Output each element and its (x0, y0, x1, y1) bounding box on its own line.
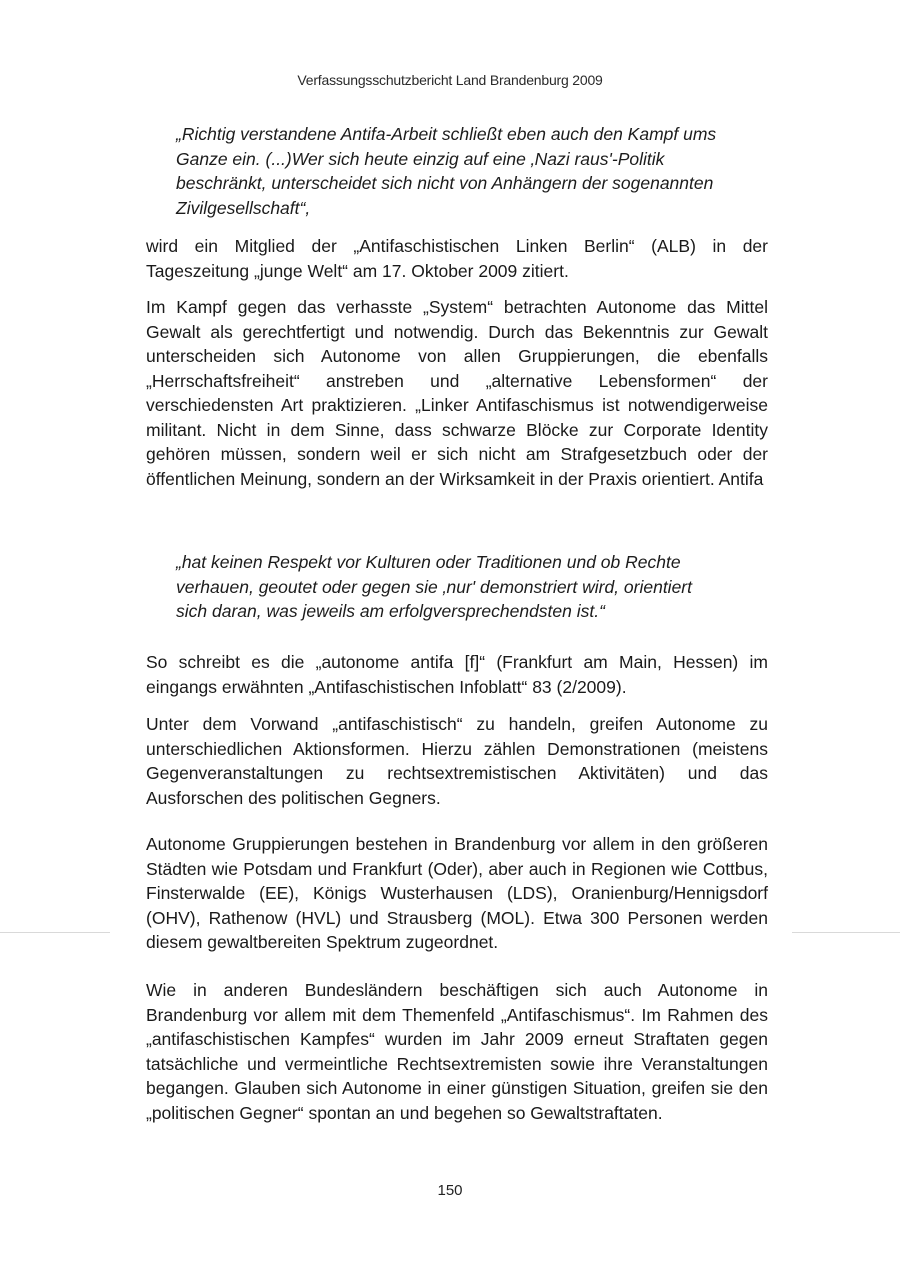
body-paragraph: So schreibt es die „autonome antifa [f]“ (Frankfurt am Main, Hessen) im eingangs erwähnten „Antifaschistischen Infoblatt“ 83 (2/2009). (146, 652, 768, 697)
body-paragraph: Autonome Gruppierungen bestehen in Brandenburg vor allem in den größeren Städten wie Potsdam und Frankfurt (Oder), aber auch in Regionen wie Cottbus, Finsterwalde (EE), Königs Wusterhausen (LDS), Oranienburg/Hennigsdorf (OHV), Rathenow (HVL) und Strausberg (MOL). Etwa 300 Personen werden diesem gewaltbereiten Spektrum zugeordnet. (146, 834, 768, 952)
block-quote: „Richtig verstandene Antifa-Arbeit schließt eben auch den Kampf ums Ganze ein. (...)Wer sich heute einzig auf eine ‚Nazi raus'-Politik beschränkt, unterscheidet sich nicht von Anhängern der sogenannten Zivilgesellschaft“, (176, 124, 717, 218)
body-paragraph: wird ein Mitglied der „Antifaschistischen Linken Berlin“ (ALB) in der Tageszeitung „junge Welt“ am 17. Oktober 2009 zitiert. (146, 236, 768, 281)
scan-artifact-right (792, 932, 900, 933)
page-number: 150 (437, 1182, 463, 1199)
body-paragraph: Unter dem Vorwand „antifaschistisch“ zu handeln, greifen Autonome zu unterschiedlichen Aktionsformen. Hierzu zählen Demonstrationen (meistens Gegenveranstaltungen zu rechtsextremistischen Aktivitäten) und das Ausforschen des politischen Gegners. (146, 714, 768, 808)
body-paragraph: Im Kampf gegen das verhasste „System“ betrachten Autonome das Mittel Gewalt als gerechtfertigt und notwendig. Durch das Bekenntnis zur Gewalt unterscheiden sich Autonome von allen Gruppierungen, die ebenfalls „Herrschaftsfreiheit“ anstreben und „alternative Lebensformen“ der verschiedensten Art praktizieren. „Linker Antifaschismus ist notwendigerweise militant. Nicht in dem Sinne, dass schwarze Blöcke zur Corporate Identity gehören müssen, sondern weil er sich nicht am Strafgesetzbuch oder der öffentlichen Meinung, sondern an der Wirksamkeit in der Praxis orientiert. Antifa (146, 297, 768, 489)
running-header: Verfassungsschutzbericht Land Brandenburg 2009 (297, 72, 603, 88)
scan-artifact-left (0, 932, 110, 933)
block-quote: „hat keinen Respekt vor Kulturen oder Traditionen und ob Rechte verhauen, geoutet oder gegen sie ‚nur' demonstriert wird, orientiert sich daran, was jeweils am erfolgversprechendsten ist.“ (176, 552, 692, 621)
body-paragraph: Wie in anderen Bundesländern beschäftigen sich auch Autonome in Brandenburg vor allem mit dem Themenfeld „Antifaschismus“. Im Rahmen des „antifaschistischen Kampfes“ wurden im Jahr 2009 erneut Straftaten gegen tatsächliche und vermeintliche Rechtsextremisten sowie ihre Veranstaltungen begangen. Glauben sich Autonome in einer günstigen Situation, greifen sie den „politischen Gegner“ spontan an und begehen so Gewaltstraftaten. (146, 980, 768, 1123)
